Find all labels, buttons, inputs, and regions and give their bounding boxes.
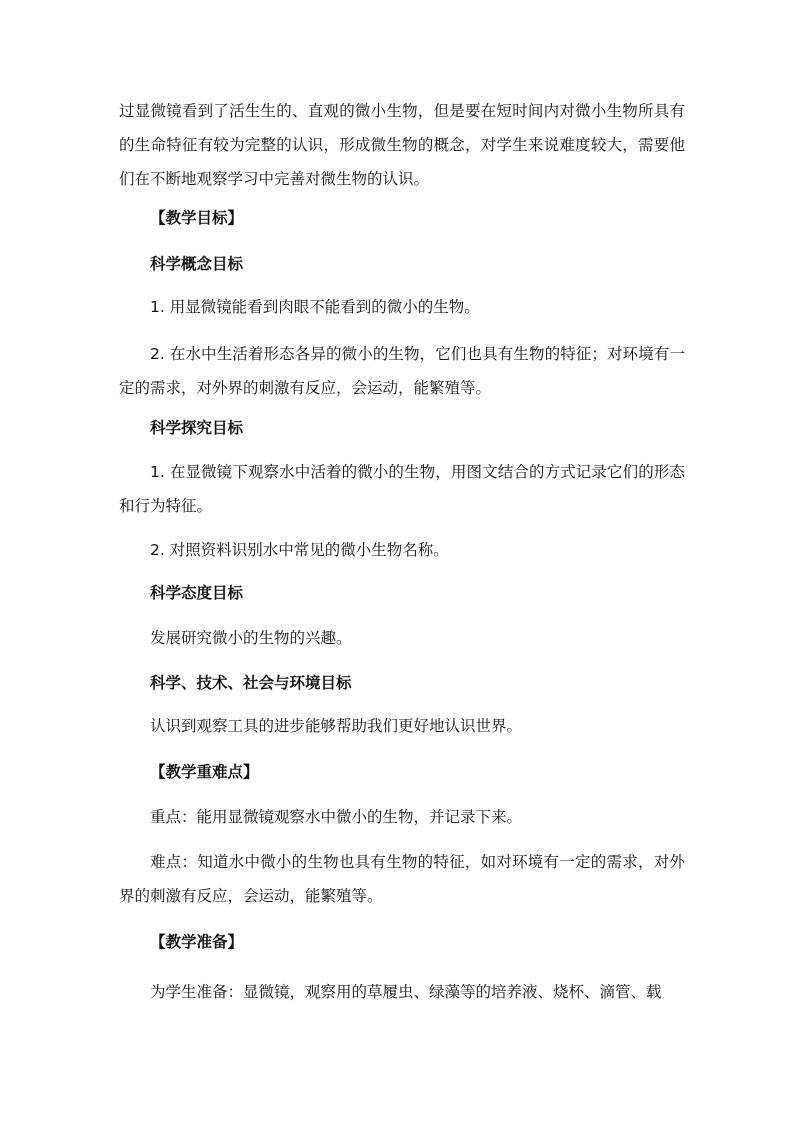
attitude-objective-heading: 科学态度目标 — [150, 584, 244, 602]
attitude-objective-item: 发展研究微小的生物的兴趣。 — [150, 629, 352, 647]
preparation-text: 为学生准备：显微镜，观察用的草履虫、绿藻等的培养液、烧杯、滴管、载 — [150, 983, 662, 1001]
concept-objective-item-2: 2. 在水中生活着形态各异的微小的生物，它们也具有生物的特征；对环境有一定的需求，对外界的刺激有反应，会运动，能繁殖等。 — [119, 345, 685, 397]
sts-objective-heading: 科学、技术、社会与环境目标 — [150, 674, 352, 692]
inquiry-objective-item-2: 2. 对照资料识别水中常见的微小生物名称。 — [150, 541, 449, 559]
difficult-point-text: 难点：知道水中微小的生物也具有生物的特征，如对环境有一定的需求，对外界的刺激有反应，会运动，能繁殖等。 — [119, 853, 685, 905]
concept-objective-heading: 科学概念目标 — [150, 255, 244, 273]
intro-paragraph: 过显微镜看到了活生生的、直观的微小生物，但是要在短时间内对微小生物所具有的生命特征有较为完整的认识，形成微生物的概念，对学生来说难度较大，需要他们在不断地观察学习中完善对微生物的认识。 — [119, 102, 685, 188]
inquiry-objective-heading: 科学探究目标 — [150, 419, 244, 437]
key-point-text: 重点：能用显微镜观察水中微小的生物，并记录下来。 — [150, 808, 523, 826]
section-heading-key-points: 【教学重难点】 — [150, 763, 259, 781]
sts-objective-item: 认识到观察工具的进步能够帮助我们更好地认识世界。 — [150, 717, 523, 735]
section-heading-preparation: 【教学准备】 — [150, 933, 244, 951]
concept-objective-item-1: 1. 用显微镜能看到肉眼不能看到的微小的生物。 — [150, 298, 480, 316]
inquiry-objective-item-1: 1. 在显微镜下观察水中活着的微小的生物，用图文结合的方式记录它们的形态和行为特征。 — [119, 463, 685, 515]
section-heading-objectives: 【教学目标】 — [150, 209, 244, 227]
